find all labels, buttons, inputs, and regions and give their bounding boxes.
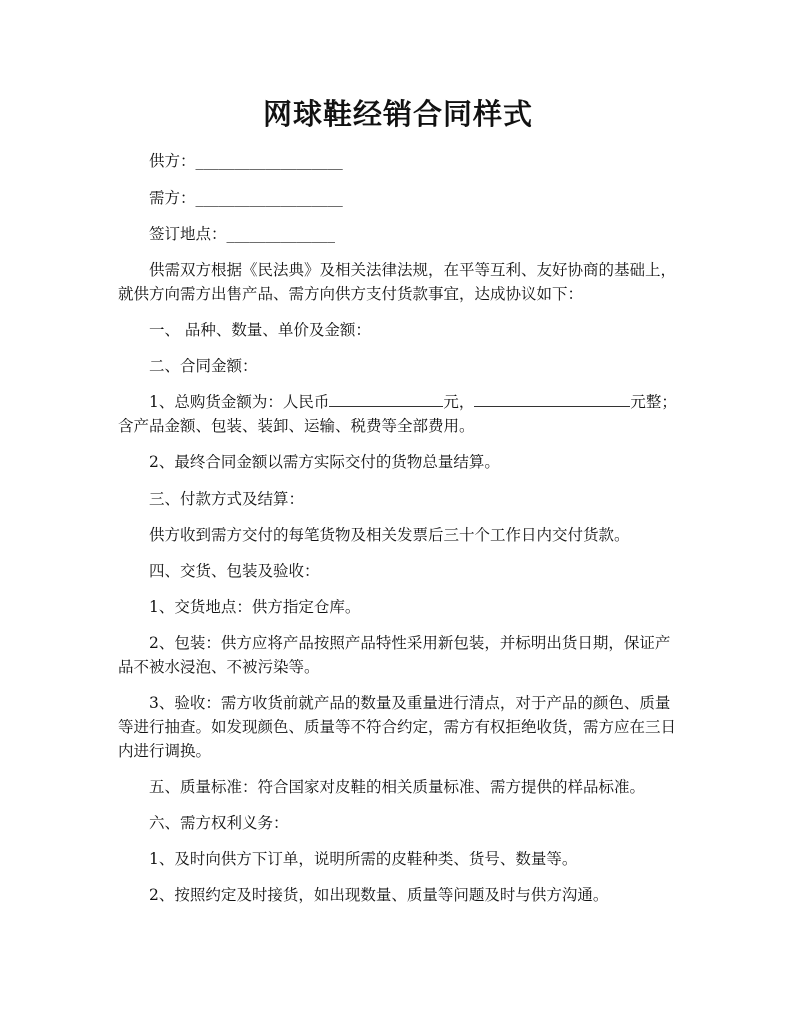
signing-place-field <box>149 224 335 244</box>
buyer-label: 需方： <box>149 189 196 207</box>
delivery-place-clause: 1、交货地点：供方指定仓库。 <box>149 598 361 616</box>
amount-continuation: 含产品金额、包装、装卸、运输、税费等全部费用。 <box>118 417 475 435</box>
amount-blank-number <box>329 392 443 407</box>
intro-line-2: 就供方向需方出售产品、需方向供方支付货款事宜，达成协议如下： <box>118 285 584 303</box>
buyer-field <box>149 188 343 208</box>
intro-line-1: 供需双方根据《民法典》及相关法律法规，在平等互利、友好协商的基础上， <box>149 261 677 279</box>
amount-blank-words <box>474 392 630 407</box>
inspection-clause-line-1: 3、验收：需方收货前就产品的数量及重量进行清点，对于产品的颜色、质量 <box>149 694 671 712</box>
buyer-duty-1: 1、及时向供方下订单，说明所需的皮鞋种类、货号、数量等。 <box>149 850 578 868</box>
final-amount-clause: 2、最终合同金额以需方实际交付的货物总量结算。 <box>149 453 500 471</box>
packaging-clause-line-1: 2、包装：供方应将产品按照产品特性采用新包装，并标明出货日期，保证产 <box>149 634 671 652</box>
payment-clause: 供方收到需方交付的每笔货物及相关发票后三十个工作日内交付货款。 <box>149 526 630 544</box>
supplier-blank: ___________________ <box>195 152 343 170</box>
section-4-heading: 四、交货、包装及验收： <box>149 562 320 580</box>
supplier-field <box>149 151 343 171</box>
section-5-quality-standard: 五、质量标准：符合国家对皮鞋的相关质量标准、需方提供的样品标准。 <box>149 778 646 796</box>
packaging-clause-line-2: 品不被水浸泡、不被污染等。 <box>118 658 320 676</box>
buyer-blank: ___________________ <box>195 189 343 207</box>
buyer-duty-2: 2、按照约定及时接货，如出现数量、质量等问题及时与供方沟通。 <box>149 886 609 904</box>
amount-mid: 元， <box>443 393 475 411</box>
supplier-label: 供方： <box>149 152 196 170</box>
section-3-heading: 三、付款方式及结算： <box>149 490 305 508</box>
section-2-heading: 二、合同金额： <box>149 357 258 375</box>
inspection-clause-line-3: 内进行调换。 <box>118 742 212 760</box>
amount-prefix: 1、总购货金额为：人民币 <box>149 393 330 411</box>
document-title: 网球鞋经销合同样式 <box>262 97 533 131</box>
signing-place-blank: ______________ <box>226 225 336 243</box>
inspection-clause-line-2: 等进行抽查。如发现颜色、质量等不符合约定，需方有权拒绝收货，需方应在三日 <box>118 718 677 736</box>
amount-suffix: 元整； <box>630 393 677 411</box>
signing-place-label: 签订地点： <box>149 225 227 243</box>
amount-line <box>149 392 677 412</box>
section-1-heading: 一、 品种、数量、单价及金额： <box>149 321 371 339</box>
section-6-heading: 六、需方权利义务： <box>149 814 289 832</box>
